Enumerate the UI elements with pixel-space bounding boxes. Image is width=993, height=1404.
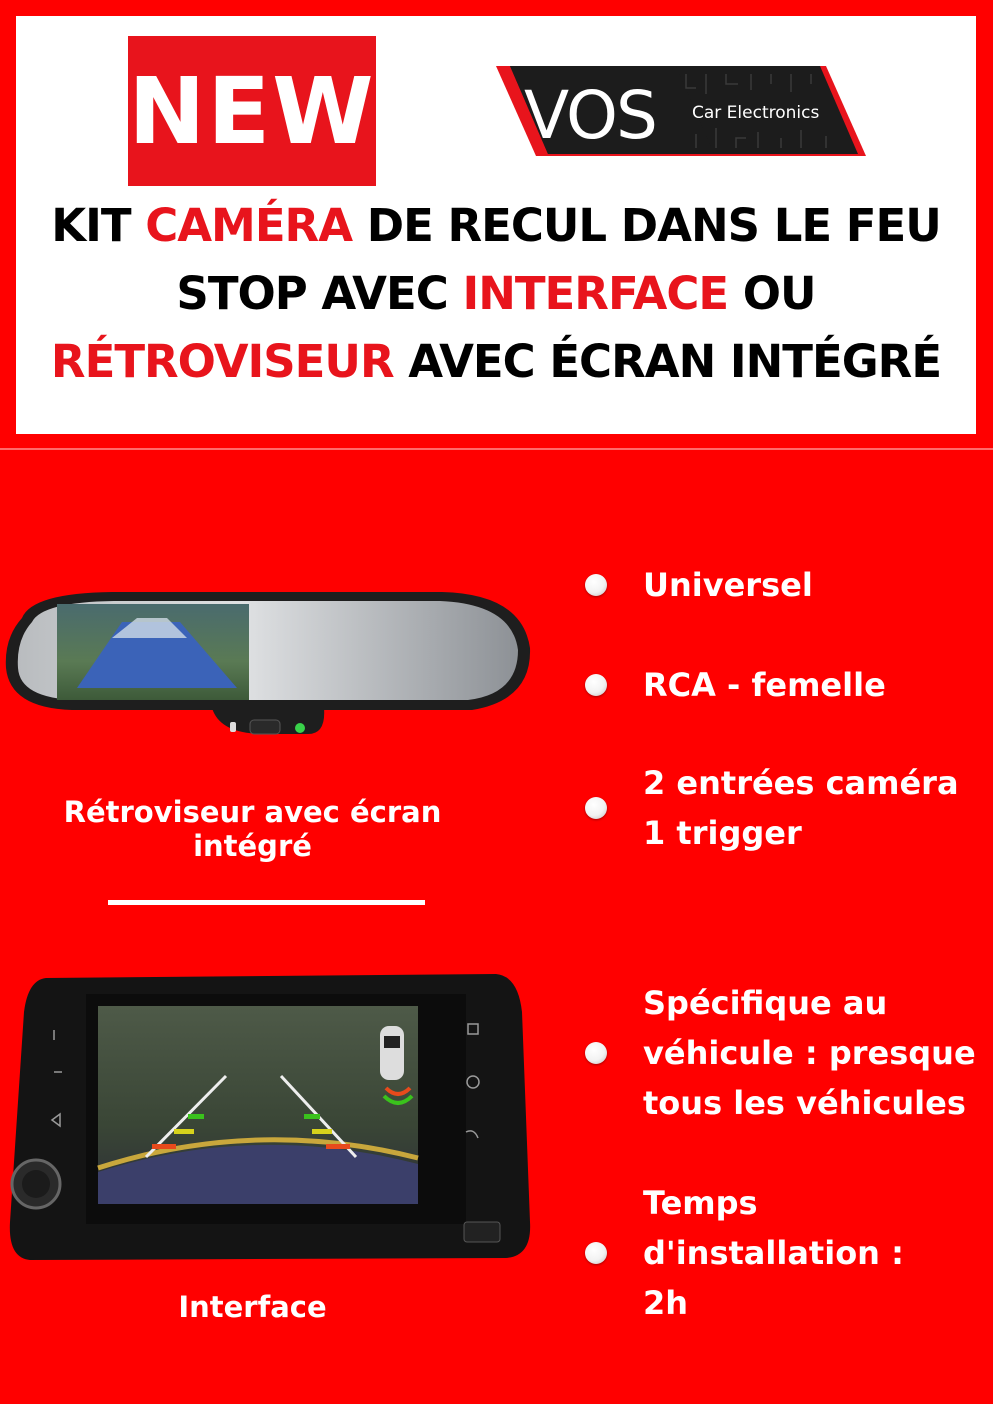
bullet-icon: [585, 574, 607, 596]
logo-tagline: Car Electronics: [692, 103, 820, 123]
section-divider: [0, 448, 993, 450]
mirror-product-image: [2, 588, 532, 744]
feature-item: [585, 1178, 985, 1328]
new-badge-label: NEW: [128, 57, 376, 165]
headline-text: STOP AVEC: [176, 267, 463, 320]
feature-text: 2 entrées caméra 1 trigger: [643, 764, 959, 852]
headline-text: KIT: [51, 199, 146, 252]
bullet-icon: [585, 1042, 607, 1064]
feature-item: [585, 978, 985, 1128]
bullet-icon: [585, 797, 607, 819]
headline: [16, 192, 976, 396]
feature-item: [585, 560, 985, 610]
interface-product-image: [6, 972, 534, 1262]
feature-text: Universel: [643, 566, 813, 604]
headline-text: DE RECUL DANS LE FEU: [352, 199, 941, 252]
new-badge: [128, 36, 376, 186]
headline-accent-text: RÉTROVISEUR: [50, 335, 394, 388]
interface-caption: Interface: [178, 1290, 327, 1324]
bullet-icon: [585, 674, 607, 696]
logo-brand: VOS: [524, 77, 656, 154]
headline-text: OU: [728, 267, 816, 320]
feature-text: Temps d'installation : 2h: [643, 1184, 904, 1322]
separator-line: [108, 900, 425, 905]
headline-accent-text: CAMÉRA: [145, 199, 353, 252]
feature-text: RCA - femelle: [643, 666, 886, 704]
headline-accent-text: INTERFACE: [462, 267, 729, 320]
vos-logo: [496, 66, 866, 156]
mirror-caption: Rétroviseur avec écran intégré: [63, 795, 442, 863]
headline-text: AVEC ÉCRAN INTÉGRÉ: [393, 335, 942, 388]
feature-text: Spécifique au véhicule : presque tous les véhicules: [643, 984, 976, 1122]
headline-line-1: [16, 192, 976, 260]
bullet-icon: [585, 1242, 607, 1264]
feature-item: [585, 660, 985, 710]
headline-line-2: [16, 260, 976, 328]
headline-line-3: [16, 328, 976, 396]
feature-item: [585, 758, 985, 858]
